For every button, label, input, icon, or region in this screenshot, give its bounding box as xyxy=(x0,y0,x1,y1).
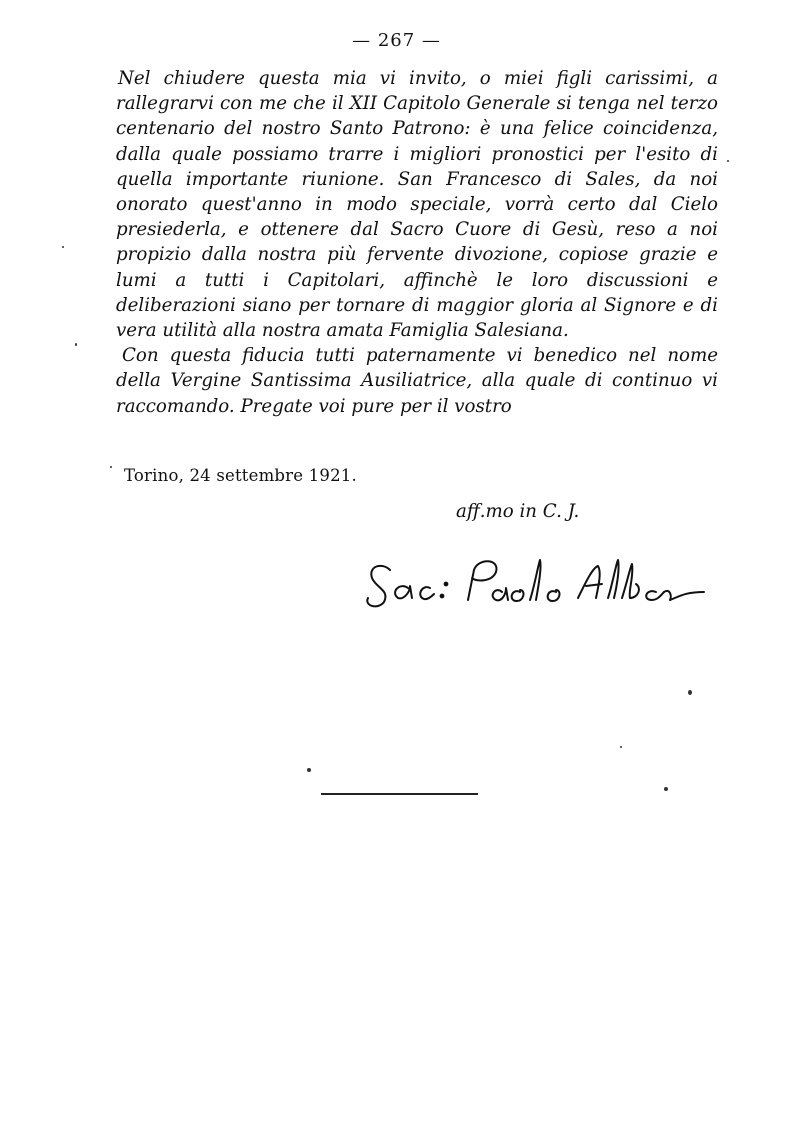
dateline: Torino, 24 settembre 1921. xyxy=(124,466,357,485)
separator-rule xyxy=(321,793,478,795)
scan-speck xyxy=(62,246,64,248)
scan-speck xyxy=(75,343,77,346)
paragraph-2: Con questa fiducia tutti paternamente vi benedico nel nome della Vergine Santissima Ausiliatrice, alla quale di continuo vi raccomando. Pregate voi pure per il vostro xyxy=(116,345,718,417)
scan-speck xyxy=(110,466,112,468)
scan-speck xyxy=(307,768,311,772)
scan-speck xyxy=(688,690,692,695)
scan-speck xyxy=(620,746,622,748)
handwritten-signature xyxy=(360,548,710,618)
scan-speck xyxy=(664,787,668,791)
paragraph-1: Nel chiudere questa mia vi invito, o miei figli carissimi, a rallegrarvi con me che il XII Capitolo Generale si tenga nel terzo centenario del nostro Santo Patrono: è una felice coincidenza, dalla quale possiamo trarre i migliori pronostici per l'esito di quella importante riunione. San Francesco di Sales, da noi onorato quest'anno in modo speciale, vorrà certo dal Cielo presiederla, e ottenere dal Sacro Cuore di Gesù, reso a noi propizio dalla nostra più fervente divozione, copiose grazie e lumi a tutti i Capitolari, affinchè le loro discussioni e deliberazioni siano per tornare di maggior gloria al Signore e di vera utilità alla nostra amata Famiglia Salesiana. xyxy=(116,68,718,342)
letter-body xyxy=(116,66,718,419)
page-number: — 267 — xyxy=(352,30,441,51)
closing-formula: aff.mo in C. J. xyxy=(456,501,580,522)
scan-speck xyxy=(727,160,729,162)
